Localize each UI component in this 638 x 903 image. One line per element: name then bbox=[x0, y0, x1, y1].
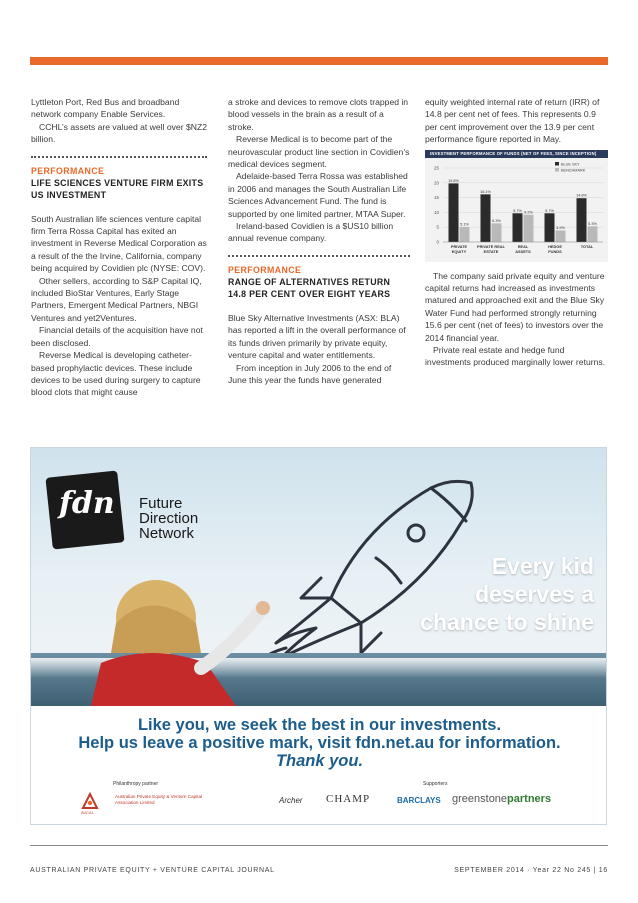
data-label: 5.3% bbox=[588, 221, 597, 226]
section-divider bbox=[228, 255, 410, 257]
advertisement[interactable] bbox=[30, 447, 607, 825]
sponsor-barclays-logo: BARCLAYS bbox=[397, 796, 441, 805]
greenstone-word-a: greenstone bbox=[452, 793, 508, 805]
bar bbox=[577, 198, 587, 242]
x-tick-label: ESTATE bbox=[483, 248, 499, 254]
chart-title: INVESTMENT PERFORMANCE OF FUNDS (NET OF FEES, SINCE INCEPTION) bbox=[425, 150, 608, 158]
ad-photo bbox=[31, 448, 607, 706]
issue-and-page: SEPTEMBER 2014 · Year 22 No 245 | 16 bbox=[454, 867, 608, 874]
x-tick-label: FUNDS bbox=[548, 248, 562, 254]
article-headline: LIFE SCIENCES VENTURE FIRM EXITS US INVESTMENT bbox=[31, 177, 204, 200]
legend-swatch bbox=[555, 162, 559, 166]
bar bbox=[449, 183, 459, 242]
paragraph: The company said private equity and venture capital returns had increased as investments matured and approached exit and the Blue Sky Water Fund had performed strongly returning 15.6 per cent (net of fees) to investors over the 2014 financial year. bbox=[425, 270, 605, 343]
bar bbox=[545, 213, 555, 242]
greenstone-word-b: partners bbox=[507, 793, 552, 805]
supporters-label: Supporters bbox=[423, 781, 448, 787]
paragraph: Other sellers, according to S&P Capital IQ, included BioStar Ventures, Early Stage Partners, Emergent Medical Partners, NBGI Ventures and yet2Ventures. bbox=[31, 275, 202, 323]
x-tick-label: TOTAL bbox=[580, 243, 594, 249]
paragraph: Blue Sky Alternative Investments (ASX: BLA) has reported a lift in the overall performance of its funds driven primarily by private equity, venture capital and water entitlements. bbox=[228, 312, 406, 361]
bar-chart-svg bbox=[425, 158, 608, 262]
y-tick-label: 5 bbox=[436, 224, 439, 230]
paragraph: Reverse Medical is developing catheter-based prophylactic devices. These include devices to be used during surgery to capture blood clots that might cause bbox=[31, 350, 201, 398]
paragraph: CCHL’s assets are valued at well over $NZ2 billion. bbox=[31, 121, 207, 145]
section-label: PERFORMANCE bbox=[228, 264, 302, 275]
fdn-logo-text: fdn bbox=[59, 486, 115, 521]
x-tick-label: ASSETS bbox=[515, 248, 531, 254]
brand-line: Direction bbox=[139, 510, 199, 527]
bar bbox=[513, 213, 523, 242]
paragraph: South Australian life sciences venture capital firm Terra Rossa Capital has exited an investment in Reverse Medical Corporation as a result of the the Irvine, California, company being acquired by Covidien plc (NYSE: COV). bbox=[31, 213, 207, 274]
article-headline: RANGE OF ALTERNATIVES RETURN 14.8 PER CENT OVER EIGHT YEARS bbox=[228, 276, 391, 299]
paragraph: Financial details of the acquisition have not been disclosed. bbox=[31, 325, 203, 348]
section-label: PERFORMANCE bbox=[31, 165, 105, 176]
column-2 bbox=[228, 96, 410, 386]
brand-line: Network bbox=[139, 525, 195, 542]
bar bbox=[588, 226, 598, 242]
data-label: 14.8% bbox=[576, 193, 587, 198]
data-label: 6.3% bbox=[492, 218, 501, 223]
paragraph: a stroke and devices to remove clots trapped in blood vessels in the brain as a result of a stroke. bbox=[228, 97, 409, 132]
paragraph: Lyttleton Port, Red Bus and broadband network company Enable Services. bbox=[31, 97, 180, 120]
section-divider bbox=[31, 156, 207, 158]
paragraph: From inception in July 2006 to the end of June this year the funds have generated bbox=[228, 362, 392, 385]
x-tick-label: PRIVATE REAL bbox=[477, 243, 505, 249]
avcal-logo-icon bbox=[81, 792, 99, 810]
tagline-line: chance to shine bbox=[420, 609, 594, 635]
bar bbox=[524, 214, 534, 241]
ad-tagline bbox=[420, 552, 594, 636]
paragraph: Adelaide-based Terra Rossa was established in 2006 and manages the South Australian Life Sciences Advancement Fund. The fund is supported by one limited partner, MTAA Super. bbox=[228, 171, 408, 219]
brand-name bbox=[139, 496, 198, 541]
y-tick-label: 0 bbox=[436, 239, 439, 245]
ad-message-line: Thank you. bbox=[275, 752, 364, 770]
ad-message bbox=[31, 716, 607, 770]
data-label: 9.7% bbox=[513, 208, 522, 213]
y-tick-label: 20 bbox=[433, 179, 439, 185]
data-label: 3.9% bbox=[556, 225, 565, 230]
column-1 bbox=[31, 96, 207, 399]
x-tick-label: PRIVATE bbox=[450, 243, 468, 249]
data-label: 19.8% bbox=[448, 178, 459, 183]
paragraph: Private real estate and hedge fund investments produced marginally lower returns. bbox=[425, 345, 606, 368]
bar bbox=[460, 227, 470, 242]
bar bbox=[556, 230, 566, 242]
column-3 bbox=[425, 96, 608, 369]
bar bbox=[492, 223, 502, 242]
data-label: 5.1% bbox=[460, 222, 469, 227]
paragraph: equity weighted internal rate of return (IRR) of 14.8 per cent net of fees. This represents 0.9 per cent improvement over the 13.9 per cent performance figure reported in May. bbox=[425, 97, 600, 145]
data-label: 9.2% bbox=[524, 209, 533, 214]
data-label: 16.1% bbox=[480, 189, 491, 194]
sponsor-archer-logo: Archer bbox=[279, 796, 303, 805]
y-tick-label: 15 bbox=[433, 194, 439, 200]
legend-label: BENCHMARK bbox=[561, 167, 586, 172]
y-tick-label: 25 bbox=[433, 165, 439, 171]
legend-label: BLUE SKY bbox=[561, 161, 580, 166]
partner-label: Philanthropy partner bbox=[113, 781, 159, 787]
bar bbox=[481, 194, 491, 242]
legend-swatch bbox=[555, 168, 559, 172]
x-tick-label: EQUITY bbox=[451, 248, 467, 254]
y-tick-label: 10 bbox=[433, 209, 439, 215]
ad-message-line[interactable]: Help us leave a positive mark, visit fdn.net.au for information. bbox=[78, 734, 561, 752]
tagline-line: Every kid bbox=[491, 553, 594, 579]
brand-line: Future bbox=[139, 495, 183, 512]
footer-rule bbox=[30, 845, 608, 846]
data-label: 9.7% bbox=[545, 208, 554, 213]
paragraph: Ireland-based Covidien is a $US10 billion annual revenue company. bbox=[228, 221, 394, 244]
sponsor-greenstone-logo bbox=[452, 793, 551, 805]
avcal-name: Australian Private Equity & Venture Capital Association Limited bbox=[115, 794, 203, 805]
ad-message-line: Like you, we seek the best in our investments. bbox=[137, 716, 502, 734]
journal-name: AUSTRALIAN PRIVATE EQUITY + VENTURE CAPITAL JOURNAL bbox=[30, 867, 275, 874]
paragraph: Reverse Medical is to become part of the neurovascular product line section in Covidien’s medical devices segment. bbox=[228, 134, 410, 170]
performance-chart bbox=[425, 150, 608, 262]
tagline-line: deserves a bbox=[475, 581, 594, 607]
sponsor-champ-logo: CHAMP bbox=[326, 793, 371, 805]
header-accent-bar bbox=[30, 57, 608, 65]
x-tick-label: HEDGE bbox=[548, 243, 562, 249]
x-tick-label: REAL bbox=[517, 243, 529, 249]
avcal-short: AVCAL bbox=[81, 810, 94, 815]
